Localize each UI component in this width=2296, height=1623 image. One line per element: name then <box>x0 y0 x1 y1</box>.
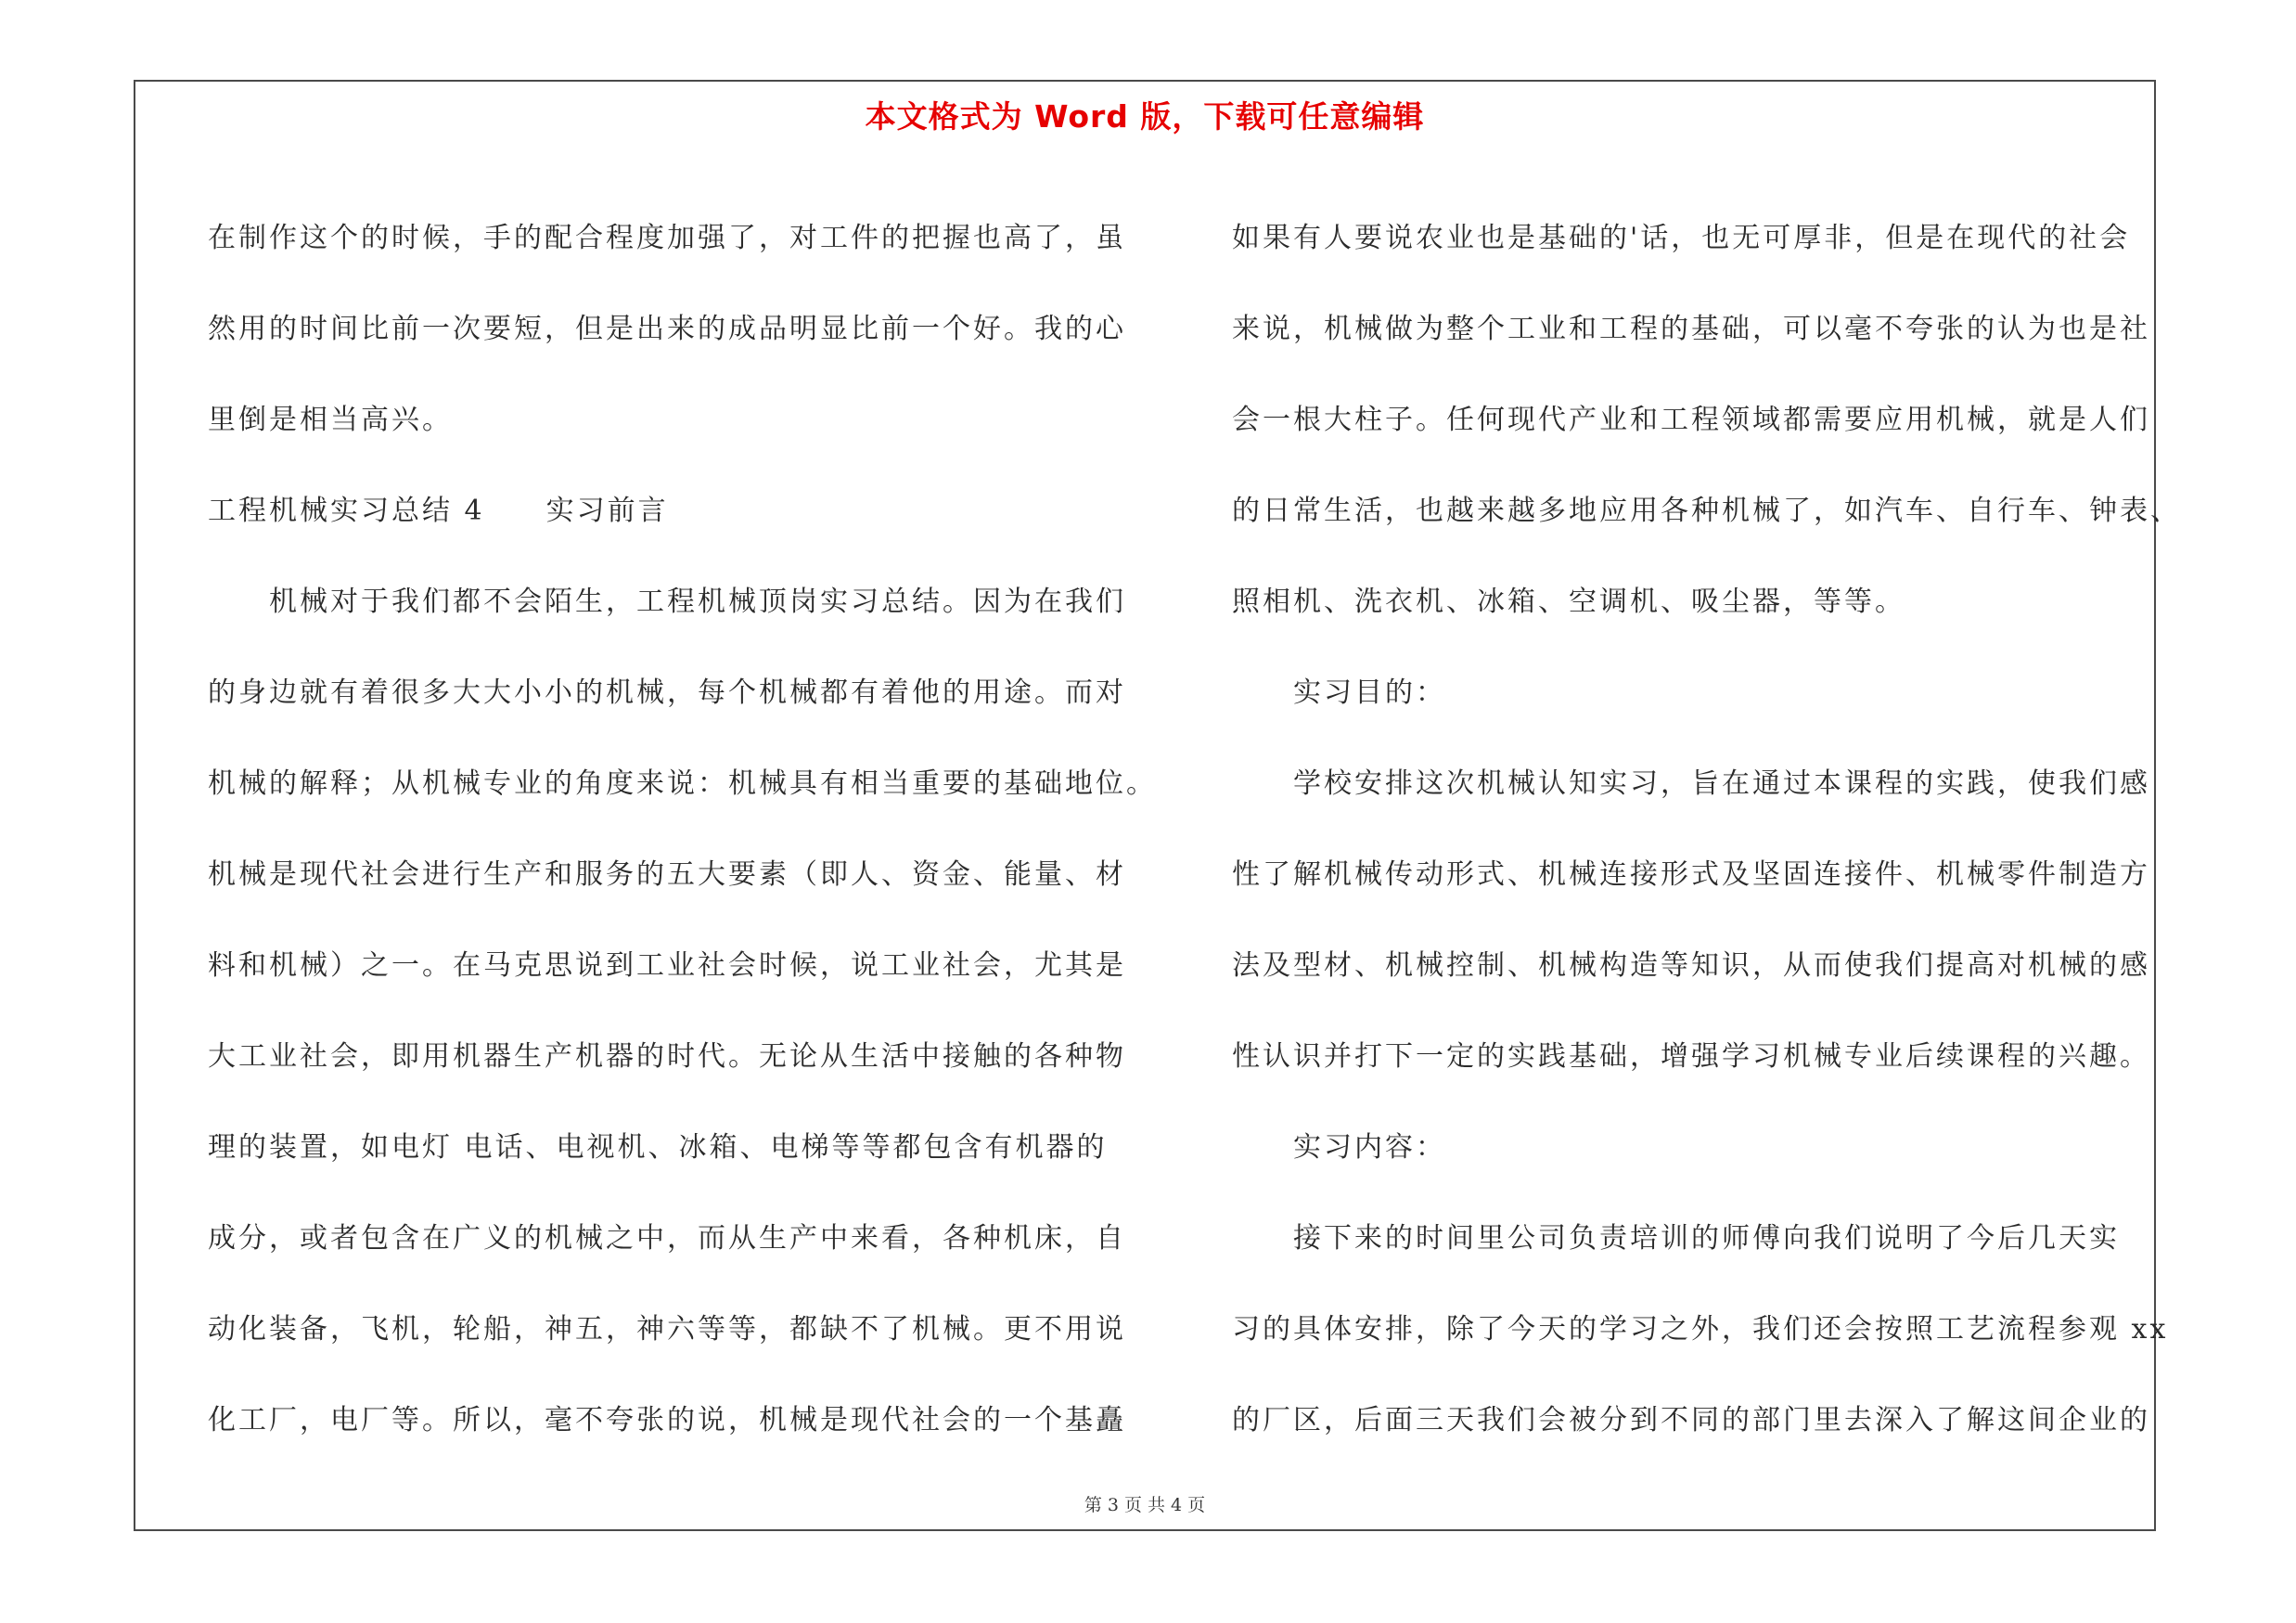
left-column <box>208 193 1157 1466</box>
text-line: 在制作这个的时候，手的配合程度加强了，对工件的把握也高了，虽 <box>208 222 1126 254</box>
text-line: 化工厂，电厂等。所以，毫不夸张的说，机械是现代社会的一个基矗 <box>208 1404 1126 1436</box>
text-line: 机械的解释；从机械专业的角度来说：机械具有相当重要的基础地位。 <box>208 767 1157 800</box>
text-line: 习的具体安排，除了今天的学习之外，我们还会按照工艺流程参观 xx <box>1232 1313 2169 1346</box>
text-line: 里倒是相当高兴。 <box>208 404 453 436</box>
text-line: 理的装置，如电灯 电话、电视机、冰箱、电梯等等都包含有机器的 <box>208 1131 1108 1164</box>
text-line: 的厂区，后面三天我们会被分到不同的部门里去深入了解这间企业的 <box>1232 1404 2150 1436</box>
right-column <box>1232 193 2181 1466</box>
text-line: 动化装备，飞机，轮船，神五，神六等等，都缺不了机械。更不用说 <box>208 1313 1126 1346</box>
section-heading: 实习内容： <box>1293 1131 1446 1164</box>
text-line: 然用的时间比前一次要短，但是出来的成品明显比前一个好。我的心 <box>208 313 1126 345</box>
text-line: 的身边就有着很多大大小小的机械，每个机械都有着他的用途。而对 <box>208 676 1126 709</box>
page-number-footer: 第 3 页 共 4 页 <box>1084 1495 1206 1515</box>
word-format-banner: 本文格式为 Word 版，下载可任意编辑 <box>865 98 1425 135</box>
text-line: 性认识并打下一定的实践基础，增强学习机械专业后续课程的兴趣。 <box>1232 1040 2150 1073</box>
text-line: 照相机、洗衣机、冰箱、空调机、吸尘器，等等。 <box>1232 586 1905 618</box>
text-line: 学校安排这次机械认知实习，旨在通过本课程的实践，使我们感 <box>1293 767 2150 800</box>
text-line: 会一根大柱子。任何现代产业和工程领域都需要应用机械，就是人们 <box>1232 404 2150 436</box>
text-line: 接下来的时间里公司负责培训的师傅向我们说明了今后几天实 <box>1293 1222 2120 1255</box>
section-heading: 工程机械实习总结 4 实习前言 <box>208 495 669 527</box>
text-line: 机械是现代社会进行生产和服务的五大要素（即人、资金、能量、材 <box>208 858 1126 891</box>
text-line: 大工业社会，即用机器生产机器的时代。无论从生活中接触的各种物 <box>208 1040 1126 1073</box>
text-line: 成分，或者包含在广义的机械之中，而从生产中来看，各种机床，自 <box>208 1222 1126 1255</box>
text-line: 如果有人要说农业也是基础的'话，也无可厚非，但是在现代的社会 <box>1232 222 2131 254</box>
page-frame <box>134 80 2181 1531</box>
text-line: 法及型材、机械控制、机械构造等知识，从而使我们提高对机械的感 <box>1232 949 2150 982</box>
section-heading: 实习目的： <box>1293 676 1446 709</box>
text-line: 料和机械）之一。在马克思说到工业社会时候，说工业社会，尤其是 <box>208 949 1126 982</box>
text-line: 的日常生活，也越来越多地应用各种机械了，如汽车、自行车、钟表、 <box>1232 495 2181 527</box>
text-line: 机械对于我们都不会陌生，工程机械顶岗实习总结。因为在我们 <box>269 586 1126 618</box>
text-line: 性了解机械传动形式、机械连接形式及坚固连接件、机械零件制造方 <box>1232 858 2150 891</box>
text-line: 来说，机械做为整个工业和工程的基础，可以毫不夸张的认为也是社 <box>1232 313 2150 345</box>
